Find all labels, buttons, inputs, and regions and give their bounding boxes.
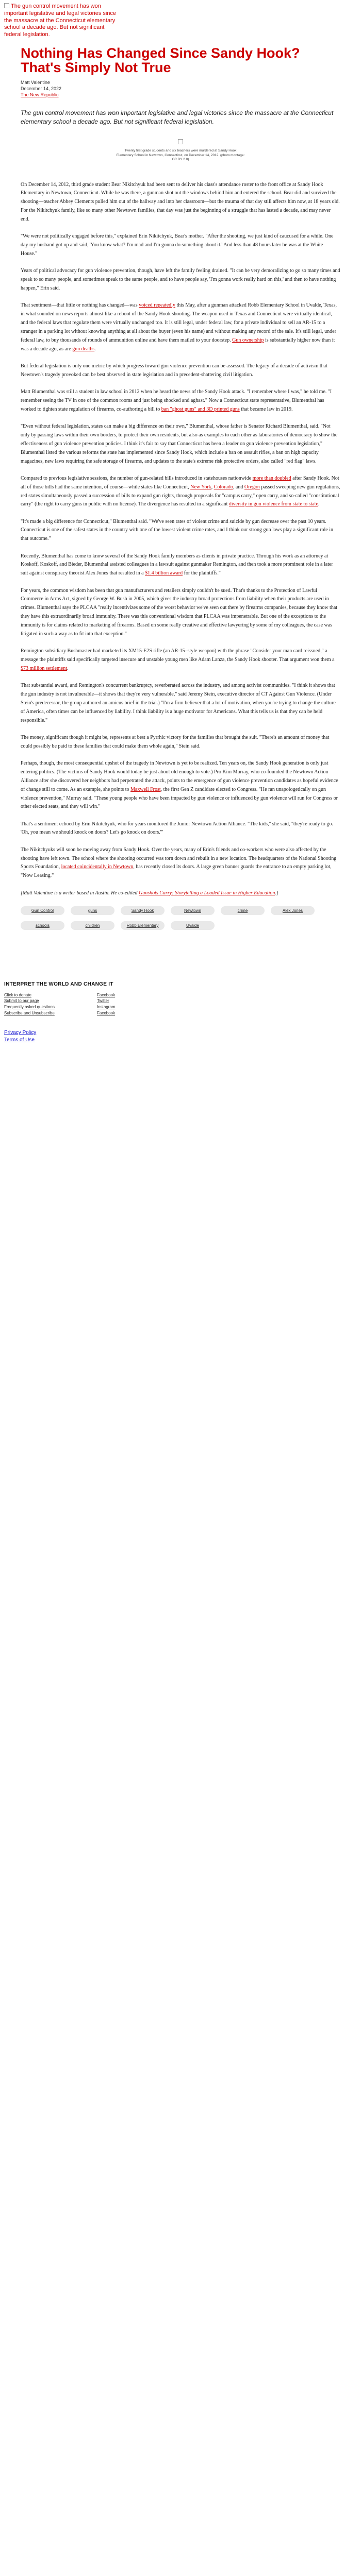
paragraph-text: On December 14, 2012, third grade student Bear Nikitchyuk had been sent to deliver his class's attendance roster to the front office at Sandy Hook Elementary in Newtown, Connecticut. While he was there, a gunman shot out the windows behind him and entered the school. Bear did and survived the shooting—teacher Abbey Clements pulled him out of the hallway and into her classroom—but the trauma of that day still affects him now, at 18 years old. For the Nikitchyuk family, like so many other Newtown families, that day was just the beginning of a struggle that has lasted a decade, and may never end. [21, 181, 340, 223]
paragraph-text: , and [233, 484, 244, 490]
paragraph-text: The Nikitchyuks will soon be moving away from Sandy Hook. Over the years, many of Erin's friends and co-workers who were also affected by the shooting have left town. The school where the shooting occurred was torn down and rebuilt in a new location. The headquarters of the National Shooting Sports Foundation, [21, 846, 337, 870]
paragraph-text: passed sweeping new gun regulations, red states simultaneously passed a succession of bills to expand gun rights, through proposals for "campus carry," open carry, and so-called "constitutional carry" (the right to carry guns in public with no license). The divergence has resulted in a significant [21, 484, 340, 507]
paragraph-text: that became law in 2019. [239, 406, 293, 412]
social-link[interactable]: Facebook [97, 992, 116, 997]
inline-link[interactable]: Gunshots Carry: Storytelling a Loaded Issue in Higher Education [138, 890, 275, 896]
inline-link[interactable]: New York [190, 484, 211, 490]
article-paragraph [21, 647, 340, 673]
article-author: Matt Valentine [21, 80, 50, 86]
tag-pill[interactable]: crime [221, 906, 265, 915]
tag-pill[interactable]: guns [71, 906, 114, 915]
article-paragraph [21, 422, 340, 466]
paragraph-text: [Matt Valentine is a writer based in Austin. He co-edited [21, 890, 139, 896]
paragraph-text: For years, the common wisdom has been that gun manufacturers and retailers simply couldn't be sued. That's thanks to the Protection of Lawful Commerce in Arms Act, signed by George W. Bush in 2005, which gives the industry broad protections from liability when their products are used in crimes. Blumenthal says the PLCAA "really incentivizes some of the worst behavior we've seen out there by firearms companies, because they know that they have this extraordinarily broad immunity. There was this conventional wisdom that PLCAA was impenetrable. But one of the exceptions to the immunity is for claims related to marketing of firearms. Based on some really creative and effective lawyering by some of my colleagues, the case was litigated in such a way as to fit into that exception." [21, 587, 338, 637]
inline-link[interactable]: Gun ownership [232, 337, 264, 343]
tag-pill[interactable]: schools [21, 921, 64, 930]
inline-link[interactable]: gun deaths [72, 346, 95, 352]
tag-pill[interactable]: Sandy Hook [121, 906, 165, 915]
inline-link[interactable]: Colorado [214, 484, 233, 490]
paragraph-text: "We were not politically engaged before this," explained Erin Nikitchyuk, Bear's mother. "After the shooting, we just kind of caucused for a while. One day my husband got up and said, 'You know what? I'm mad and I'm gonna do something about it.' And less than 48 hours later he was at the White House." [21, 233, 334, 257]
figure-caption: Twenty first grade students and six teachers were murdered at Sandy Hook Elementary School in Newtown, Connecticut, on December 14, 2012. (photo montage: CC BY 2.0) [116, 149, 245, 162]
article-meta [21, 80, 340, 98]
footer [0, 981, 361, 1016]
footer-heading: INTERPRET THE WORLD AND CHANGE IT [4, 981, 113, 987]
social-link[interactable]: Instagram [97, 1004, 116, 1009]
source-link[interactable]: The New Republic [21, 92, 59, 97]
article-paragraph [21, 552, 340, 579]
inline-link[interactable]: ban "ghost guns" and 3D printed guns [161, 406, 240, 412]
article-date: December 14, 2022 [21, 86, 62, 92]
article-paragraph [21, 518, 340, 544]
terms-of-use-link[interactable]: Terms of Use [4, 1037, 35, 1043]
tag-pill[interactable]: Newtown [171, 906, 215, 915]
inline-link[interactable]: diversity in gun violence from state to state [228, 501, 318, 507]
paragraph-text: The money, significant though it might be, represents at best a Pyrrhic victory for the families that brought the suit. "There's an amount of money that could possibly be paid to these families that could make them whole again," Stein said. [21, 734, 330, 749]
article-dek: The gun control movement has won important legislative and legal victories since the massacre at the Connecticut elementary school a decade ago. But not significant federal legislation. [21, 109, 334, 125]
article-paragraph [21, 181, 340, 224]
social-link[interactable]: Twitter [97, 998, 109, 1004]
article-title: Nothing Has Changed Since Sandy Hook? That's Simply Not True [21, 45, 300, 76]
tag-list [21, 906, 340, 930]
article [0, 39, 361, 930]
author-note [21, 889, 340, 898]
article-paragraph [21, 267, 340, 293]
article-paragraph [21, 362, 340, 380]
tag-pill[interactable]: children [71, 921, 114, 930]
inline-link[interactable]: Maxwell Frost [130, 786, 161, 792]
inline-link[interactable]: more than doubled [252, 475, 291, 481]
tag-pill[interactable]: Uvalde [171, 921, 215, 930]
paragraph-text: That sentiment—that little or nothing has changed—was [21, 302, 139, 309]
broken-image-icon [4, 3, 9, 8]
paragraph-text: for the plaintiffs." [183, 570, 221, 577]
page [0, 0, 361, 1054]
article-figure [116, 138, 245, 162]
paragraph-text: , [211, 484, 214, 490]
article-paragraph [21, 301, 340, 353]
paragraph-text: That's a sentiment echoed by Erin Nikitchyuk, who for years monitored the Junior Newtown Action Alliance. "The kids," she said, "they're ready to go. 'Oh, you mean we should knock on doors? Let's go knock on doors.'" [21, 821, 333, 836]
footer-link[interactable]: Click to donate [4, 992, 31, 997]
footer-link[interactable]: Frequently asked questions [4, 1004, 55, 1009]
paragraph-text: after Sandy Hook. Not all of those bills had the same intention, of course—while states like Connecticut, [21, 475, 339, 490]
paragraph-text: Years of political advocacy for gun violence prevention, though, have left the family feeling drained. "It can be very demoralizing to go so many times and speak to so many people, and sometimes speak to the same people, and to have people say, 'I'm gonna work really hard on this,' and then to have nothing happen," Erin said. [21, 268, 340, 292]
article-paragraph [21, 587, 340, 639]
paragraph-text: Remington subsidiary Bushmaster had marketed its XM15-E2S rifle (an AR-15–style weapon) with the phrase "Consider your man card reissued," a message the plaintiffs said specifically targeted insecure and unstable young men like Adam Lanza, the Sandy Hook shooter. That argument won them a [21, 648, 335, 663]
inline-link[interactable]: $73 million settlement [21, 665, 67, 671]
hero-image [0, 0, 361, 39]
paragraph-text: . [94, 346, 96, 352]
inline-link[interactable]: $1.4 billion award [145, 570, 183, 577]
broken-image-icon [178, 139, 183, 144]
article-paragraph [21, 232, 340, 259]
article-paragraph [21, 734, 340, 751]
paragraph-text: , has recently closed its doors. A large green banner guards the entrance to an empty parking lot, "Now Leasing." [21, 864, 332, 879]
paragraph-text: this May, after a gunman attacked Robb Elementary School in Uvalde, Texas, in what sounded on news reports almost like a reboot of the Sandy Hook shooting. The weapon used in Texas and Connecticut were virtually identical, and the federal laws that regulate them were virtually unchanged too. It is still legal, under federal law, for a private individual to sell an AR-15 to a stranger in a parking lot without knowing anything at all about the buyer (even his name) and without making any record of the sale. It's still legal, under federal law, to buy thousands of rounds of ammunition online and have them mailed to your doorstep. [21, 302, 337, 343]
paragraph-text: . [318, 501, 320, 507]
paragraph-text: .] [275, 890, 278, 896]
paragraph-text: is substantially higher now than it was a decade ago, as are [21, 337, 335, 352]
footer-column-social [97, 992, 190, 1016]
article-paragraph [21, 759, 340, 811]
article-paragraph [21, 682, 340, 725]
footer-column-links [4, 992, 97, 1016]
paragraph-text: Perhaps, though, the most consequential upshot of the tragedy in Newtown is yet to be realized. Ten years on, the Sandy Hook generation is only just entering politics. (The victims of Sandy Hook would today be just about old enough to vote.) Pro Kim Murray, who co-founded the Newtown Action Alliance after she discovered her neighbors had perpetrated the attack, points to the emergence of gun violence prevention candidates as hopeful evidence of change still to come. As an example, she points to [21, 760, 338, 792]
paragraph-text: "Even without federal legislation, states can make a big difference on their own," Blumenthal, whose father is Senator Richard Blumenthal, said. "Not only by passing laws within their own borders, to protect their own residents, but also as examples to each other as laboratories of democracy to show the effectiveness of gun violence prevention policies. I think it's fair to say that Connecticut has been a leader on gun violence prevention legislation," Blumenthal listed the various reforms the state has implemented since Sandy Hook, which include a ban on assault rifles, a ban on high capacity magazines, new laws requiring the safe storage of firearms, and updates to the state's extreme risk protective orders, also called "red flag" laws. [21, 423, 338, 464]
inline-link[interactable]: located coincidentally in Newtown [61, 864, 134, 870]
paragraph-text: But federal legislation is only one metric by which progress toward gun violence prevention can be assessed. The legacy of a decade of activism that Newtown's tragedy provoked can be best observed in state legislation and in precedent-shattering civil litigation. [21, 363, 327, 378]
article-body [21, 181, 340, 898]
article-paragraph [21, 474, 340, 510]
subfooter [0, 1016, 361, 1054]
paragraph-text: "It's made a big difference for Connecticut," Blumenthal said. "We've seen rates of violent crime and suicide by gun decrease over the past 10 years. Connecticut is one of the safest states in the country with one of the lowest violent crime rates, and I think our strong gun laws play a significant role in that outcome." [21, 518, 333, 542]
article-paragraph [21, 388, 340, 414]
article-paragraph [21, 846, 340, 881]
tag-pill[interactable]: Robb Elementary [121, 921, 165, 930]
paragraph-text: Compared to previous legislative sessions, the number of gun-related bills introduced in statehouses nationwide [21, 475, 253, 481]
article-paragraph [21, 820, 340, 838]
inline-link[interactable]: Oregon [244, 484, 260, 490]
social-link[interactable]: Facebook [97, 1010, 116, 1015]
paragraph-text: Matt Blumenthal was still a student in law school in 2012 when he heard the news of the Sandy Hook attack. "I remember where I was," he told me. "I remember seeing the TV in one of the common rooms and just being shocked and aghast." Now a Connecticut state representative, Blumenthal has worked to tighten state regulation of firearms, co-authoring a bill to [21, 389, 332, 412]
paragraph-text: Recently, Blumenthal has come to know several of the Sandy Hook family members as clients in private practice. Through his work as an attorney at Koskoff, Koskoff, and Bieder, Blumenthal assisted colleagues in a lawsuit against gunmaker Remington, and then took a more prominent role in a later suit against conspiracy theorist Alex Jones that resulted in a [21, 553, 333, 577]
paragraph-text: That substantial award, and Remington's concurrent bankruptcy, reverberated across the industry, and among activist communities. "I think it shows that the gun industry is not invulnerable—it shows that they're very vulnerable," said Jeremy Stein, executive director of CT Against Gun Violence. (Under Stein's predecessor, the group authored an amicus brief in the trial.) "I'm a firm believer that a lot of motivation, when you're trying to change the culture of America, often times can be influenced by liability. I think liability is a huge motivator for Americans. What this tells us is that they can be held responsible." [21, 683, 336, 723]
tag-pill[interactable]: Gun Control [21, 906, 64, 915]
inline-link[interactable]: voiced repeatedly [139, 302, 175, 309]
hero-image-alt-text: The gun control movement has won important legislative and legal victories since the massacre at the Connecticut elementary school a decade ago. But not significant federal legislation. [4, 3, 117, 38]
paragraph-text: , the first Gen Z candidate elected to Congress. "He ran unapologetically on gun violence prevention," Murray said. "These young people who have been impacted by gun violence or influenced by gun violence will run for Congress or other elected seats, and they will win." [21, 786, 338, 810]
privacy-policy-link[interactable]: Privacy Policy [4, 1030, 37, 1036]
paragraph-text: . [67, 665, 69, 671]
tag-pill[interactable]: Alex Jones [271, 906, 315, 915]
footer-link[interactable]: Submit to our page [4, 998, 39, 1004]
footer-link[interactable]: Subscribe and Unsubscribe [4, 1010, 55, 1015]
